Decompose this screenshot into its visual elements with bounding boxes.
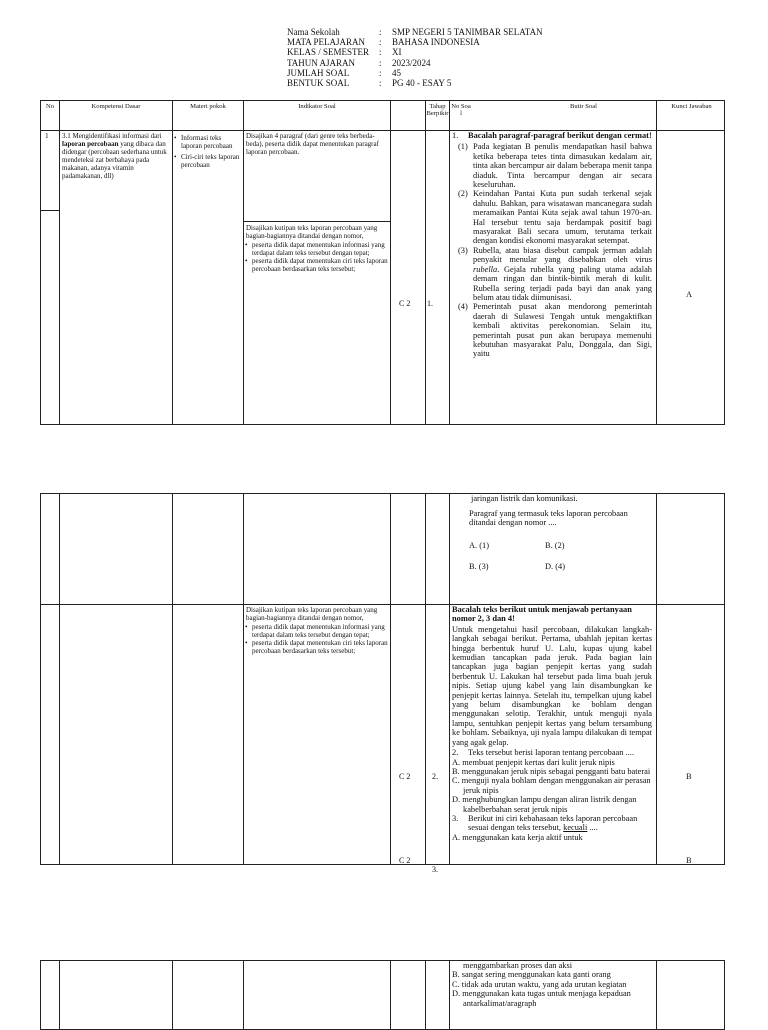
nomor-soal-q3: 3. xyxy=(432,865,438,874)
paragraph-1: (1) Pada kegiatan B penulis mendapatkan hasil bahwa ketika beberapa tetes tinta dimasukan kedalam air, tinta akan bercampur air dalam beberapa menit tanpa diaduk. Tinta bercampur dengan air secara keseluruhan. xyxy=(458,142,652,190)
option-b[interactable]: B. (2) xyxy=(545,541,565,550)
question-grid-table-3 xyxy=(40,960,725,1030)
question-2-options: A. membuat penjepit kertas dari kulit jeruk nipis B. menggunakan jeruk nipis sebagai pengganti batu baterai C. menguji nyala bohlam dengan menggunakan air perasan jeruk nipis D. menghubungkan lampu dengan aliran listrik dengan kabelberbahan serat jeruk nipis xyxy=(452,757,651,814)
header-row-subject: MATA PELAJARAN : BAHASA INDONESIA xyxy=(287,37,480,48)
indikator-soal-b: Disajikan kutipan teks laporan percobaan yang bagian-bagiannya ditandai dengan nomor, • peserta didik dapat menentukan informasi yang terdapat dalam teks tersebut dengan tepat; • peserta didik dapat menentukan ciri teks laporan percobaan berdasarkan teks tersebut; xyxy=(246,224,388,273)
col-head-kompetensi: Kompetensi Dasar xyxy=(91,103,141,110)
question-grid-table-2 xyxy=(40,493,725,874)
col-head-tahap: Tahap Berpikir xyxy=(426,103,449,118)
tahap-berpikir-q2: C 2 xyxy=(399,772,411,781)
tahap-berpikir: C 2 xyxy=(399,299,411,308)
question-prompt: Paragraf yang termasuk teks laporan percobaan ditandai dengan nomor .... xyxy=(469,509,628,528)
paragraph-2: (2) Keindahan Pantai Kuta pun sudah terkenal sejak dahulu. Bahkan, para wisatawan mancanegara sudah meramaikan Pantai Kuta sejak awal tahun 1970-an. Hal tersebut tentu saja berdampak positif bagi masyarakat Bali secara umum, terutama terkait dengan kondisi ekonomi masyarakat setempat. xyxy=(458,189,652,246)
materi-pokok-list: • Informasi teks laporan percobaan • Ciri-ciri teks laporan percobaan xyxy=(175,134,241,169)
reading-passage: Bacalah teks berikut untuk menjawab pertanyaan nomor 2, 3 dan 4! Untuk mengetahui hasil percobaan, dilakukan langkah-langkah sebagai berikut. Pertama, ubahlah jepitan kertas hingga berbentuk huruf U. Lalu, kupas ujung kabel kemudian tancapkan pada jeruk. Pada bagian lain tancapkan juga bagian penjepit kertas yang sudah berbentuk U. Lakukan hal tersebut pada lima buah jeruk nipis. Setiap ujung kabel yang lain disambungkan ke penjepit kertas lainnya. Setelah itu, tempelkan ujung kabel yang belum disambungkan ke bohlam dengan menggunakan selotip. Terakhir, untuk menguji nyala lampu, sentuhkan penjepit kertas yang belum tersambung ke bohlam. Sebaiknya, uji nyala lampu dilakukan di tempat yang agak gelap. 2. Teks tersebut berisi laporan tentang percobaan .... A. membuat penjepit kertas dari kulit jeruk nipis B. menggunakan jeruk nipis sebagai pengganti batu baterai C. menguji nyala bohlam dengan menggunakan air perasan jeruk nipis D. menghubungkan lampu dengan aliran listrik dengan kabelberbahan serat jeruk nipis 3. Berikut ini ciri kebahasaan teks laporan percobaan sesuai dengan teks tersebut, kecuali .... A. menggunakan kata kerja aktif untuk xyxy=(452,605,652,842)
answer-options xyxy=(469,541,649,572)
col-head-kunci: Kunci Jawaban xyxy=(671,103,712,110)
col-head-indikator: Indikator Soal xyxy=(298,103,336,110)
paragraph-3: (3) Rubella, atau biasa disebut campak jerman adalah penyakit menular yang disebabkan oleh virus rubella. Gejala rubella yang paling utama adalah demam ringan dan bintik-bintik merah di kulit. Rubella sering terjadi pada bayi dan anak yang belum atau tidak diimunisasi. xyxy=(458,245,652,302)
passage-title: Bacalah teks berikut untuk menjawab pertanyaan nomor 2, 3 dan 4! xyxy=(452,605,632,624)
header-row-year: TAHUN AJARAN : 2023/2024 xyxy=(287,57,431,68)
question-2: 2. Teks tersebut berisi laporan tentang percobaan .... xyxy=(452,748,634,758)
row-number: 1 xyxy=(45,131,49,140)
header-row-count: JUMLAH SOAL : 45 xyxy=(287,67,401,78)
question-3-continued: menggambarkan proses dan aksi B. sangat sering menggunakan kata ganti orang C. tidak ada urutan waktu, yang ada urutan kegiatan D. menggunakan kata tugas untuk menjaga kepaduan antarkalimat/aragraph xyxy=(452,961,631,1008)
indikator-soal-row2: Disajikan kutipan teks laporan percobaan yang bagian-bagiannya ditandai dengan nomor, • peserta didik dapat menentukan informasi yang terdapat dalam teks tersebut dengan tepat; • peserta didik dapat menentukan ciri teks laporan percobaan berdasarkan teks tersebut; xyxy=(246,606,388,655)
passage-body: Untuk mengetahui hasil percobaan, dilakukan langkah-langkah sebagai berikut. Pertama, ubahlah jepitan kertas hingga berbentuk huruf U. Lalu, kupas ujung kabel kemudian tancapkan pada jeruk. Pada bagian lain tancapkan juga bagian penjepit kertas yang sudah berbentuk U. Lakukan hal tersebut pada lima buah jeruk nipis. Setiap ujung kabel yang lain disambungkan ke penjepit kertas lainnya. Setelah itu, tempelkan ujung kabel yang belum disambungkan ke bohlam dengan menggunakan selotip. Terakhir, untuk menguji nyala lampu, sentuhkan penjepit kertas yang belum tersambung ke bohlam. Sebaiknya, uji nyala lampu dilakukan di tempat yang agak gelap. xyxy=(452,624,652,747)
col-head-butir: Butir Soal xyxy=(570,103,597,110)
question-3: 3. Berikut ini ciri kebahasaan teks laporan percobaan sesuai dengan teks tersebut, kecuali .... xyxy=(452,813,638,833)
kunci-jawaban: A xyxy=(686,290,693,299)
col-head-no-soal: No Soa l xyxy=(451,103,471,118)
col-head-materi: Materi pokok xyxy=(190,103,226,110)
continued-text: jaringan listrik dan komunikasi. xyxy=(471,494,578,503)
document-header xyxy=(287,27,543,88)
nomor-soal-q2: 2. xyxy=(432,772,438,781)
kunci-jawaban-q3: B xyxy=(686,856,692,865)
indikator-soal-a: Disajikan 4 paragraf (dari genre teks berbeda-beda), peserta didik dapat menentukan paragraf laporan percobaan. xyxy=(246,132,379,156)
col-head-no: No xyxy=(45,103,55,110)
option-a[interactable]: A. (1) xyxy=(469,541,490,550)
tahap-berpikir-q3: C 2 xyxy=(399,856,411,865)
header-row-form: BENTUK SOAL : PG 40 - ESAY 5 xyxy=(287,78,452,89)
butir-soal-1: 1. Bacalah paragraf-paragraf berikut dengan cermat! (1) Pada kegiatan B penulis mendapatkan hasil bahwa ketika beberapa tetes tinta dimasukan kedalam air, tinta akan bercampur air dalam beberapa menit tanpa diaduk. Tinta bercampur dengan air secara keseluruhan. (2) Keindahan Pantai Kuta pun sudah terkenal sejak dahulu. Bahkan, para wisatawan mancanegara sudah meramaikan Pantai Kuta sejak awal tahun 1970-an. Hal tersebut tentu saja berdampak positif bagi masyarakat Bali secara umum, terutama terkait dengan kondisi ekonomi masyarakat setempat. (3) Rubella, atau biasa disebut campak jerman adalah penyakit menular yang disebabkan oleh virus rubella. Gejala rubella yang paling utama adalah demam ringan dan bintik-bintik merah di kulit. Rubella sering terjadi pada bayi dan anak yang belum atau tidak diimunisasi. (4) Pemerintah pusat akan mendorong pemerintah daerah di Sulawesi Tengah untuk mengaktifkan kembali aktivitas perekonomian. Selain itu, pemerintah pusat pun akan berupaya memenuhi kebutuhan masyarakat Palu, Donggala, dan Sigi, yaitu xyxy=(452,131,652,359)
header-row-school: Nama Sekolah : SMP NEGERI 5 TANIMBAR SELATAN xyxy=(287,27,543,37)
kunci-jawaban-q2: B xyxy=(686,772,692,781)
paragraph-4: (4) Pemerintah pusat akan mendorong pemerintah daerah di Sulawesi Tengah untuk mengaktifkan kembali aktivitas perekonomian. Selain itu, pemerintah pusat pun akan berupaya memenuhi kebutuhan masyarakat Palu, Donggala, dan Sigi, yaitu xyxy=(458,302,652,359)
kompetensi-dasar-text: 3.1 Mengidentifikasi informasi dari laporan percobaan yang dibaca dan didengar (percobaan sederhana untuk mendeteksi zat berbahaya pada makanan, adanya vitamin padamakanan, dll) xyxy=(62,132,167,180)
question-grid-table-1 xyxy=(40,100,725,425)
header-row-class: KELAS / SEMESTER : XI xyxy=(287,47,402,58)
option-d[interactable]: D. (4) xyxy=(545,562,566,572)
option-c[interactable]: B. (3) xyxy=(469,562,489,572)
nomor-soal: 1. xyxy=(427,299,433,308)
